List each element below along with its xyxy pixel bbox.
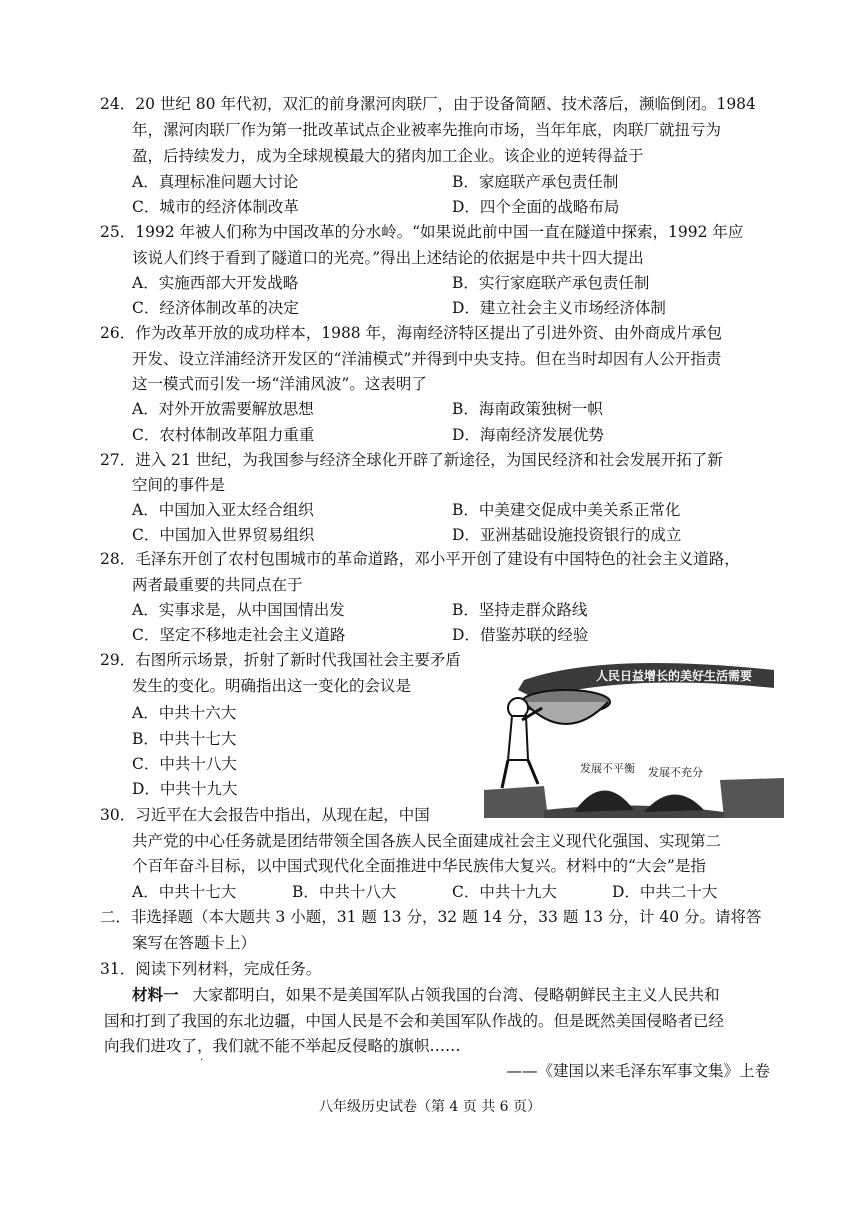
q26-option-d: D．海南经济发展优势: [452, 426, 604, 444]
section2-line-1: 二．非选择题（本大题共 3 小题，31 题 13 分，32 题 14 分，33 题 13 分，计 40 分。请将答: [100, 908, 762, 926]
q31-material-line-3: 向我们进攻了，我们就不能不举起反侵略的旗帜……: [104, 1037, 461, 1055]
q28-option-a: A．实事求是，从中国国情出发: [132, 601, 345, 619]
q31-material-line-2: 国和打到了我国的东北边疆，中国人民是不会和美国军队作战的。但是既然美国侵略者已经: [104, 1012, 725, 1030]
q29-line-2: 发生的变化。明确指出这一变化的会议是: [132, 677, 412, 695]
q31-title: 31．阅读下列材料，完成任务。: [100, 960, 322, 978]
q29-option-d: D．中共十九大: [132, 780, 238, 798]
cartoon-label-left: 发展不平衡: [580, 762, 635, 775]
q28-option-d: D．借鉴苏联的经验: [452, 626, 589, 644]
q26-line-1: 26．作为改革开放的成功样本，1988 年，海南经济特区提出了引进外资、由外商成片承包: [100, 324, 723, 342]
q31-material-line-1: [132, 985, 720, 1005]
q24-option-b: B．家庭联产承包责任制: [452, 173, 619, 191]
q24-option-d: D．四个全面的战略布局: [452, 198, 620, 216]
q27-option-d: D．亚洲基础设施投资银行的成立: [452, 526, 682, 544]
q30-option-b: B．中共十八大: [292, 883, 397, 901]
q28-line-1: 28．毛泽东开创了农村包围城市的革命道路，邓小平开创了建设有中国特色的社会主义道路，: [100, 550, 740, 568]
q27-line-1: 27．进入 21 世纪，为我国参与经济全球化开辟了新途径，为国民经济和社会发展开拓了新: [100, 451, 723, 469]
q26-option-a: A．对外开放需要解放思想: [132, 400, 314, 418]
q25-option-d: D．建立社会主义市场经济体制: [452, 299, 666, 317]
q28-option-c: C．坚定不移地走社会主义道路: [132, 626, 346, 644]
cartoon-illustration: [484, 650, 784, 818]
section2-line-2: 案写在答题卡上）: [132, 934, 257, 952]
q24-line-3: 盈，后持续发力，成为全球规模最大的猪肉加工企业。该企业的逆转得益于: [132, 147, 644, 165]
cartoon-banner-text: 人民日益增长的美好生活需要: [596, 669, 753, 683]
q31-material-label: 材料一: [132, 985, 179, 1004]
q24-option-a: A．真理标准问题大讨论: [132, 173, 299, 191]
stray-mark: .: [200, 1052, 204, 1063]
q24-line-1: 24．20 世纪 80 年代初，双汇的前身漯河肉联厂，由于设备简陋、技术落后，濒临倒闭。1984: [100, 95, 756, 113]
cartoon-label-right: 发展不充分: [648, 766, 703, 779]
q30-line-1: 30．习近平在大会报告中指出，从现在起，中国: [100, 806, 430, 824]
q26-option-b: B．海南政策独树一帜: [452, 400, 603, 418]
q30-line-2: 共产党的中心任务就是团结带领全国各族人民全面建成社会主义现代化强国、实现第二: [132, 832, 722, 850]
q25-option-c: C．经济体制改革的决定: [132, 299, 299, 317]
q31-source: ——《建国以来毛泽东军事文集》上卷: [506, 1062, 770, 1080]
left-cliff-shape: [484, 786, 548, 818]
q29-line-1: 29．右图所示场景，折射了新时代我国社会主要矛盾: [100, 651, 461, 669]
q24-option-c: C．城市的经济体制改革: [132, 198, 299, 216]
q27-option-b: B．中美建交促成中美关系正常化: [452, 501, 681, 519]
q30-option-a: A．中共十七大: [132, 883, 237, 901]
q27-option-a: A．中国加入亚太经合组织: [132, 501, 314, 519]
q24-line-2: 年，漯河肉联厂作为第一批改革试点企业被率先推向市场，当年年底，肉联厂就扭亏为: [132, 121, 722, 139]
q25-option-a: A．实施西部大开发战略: [132, 274, 299, 292]
q28-line-2: 两者最重要的共同点在于: [132, 576, 303, 594]
q26-option-c: C．农村体制改革阻力重重: [132, 426, 315, 444]
q30-option-c: C．中共十九大: [452, 883, 557, 901]
q29-option-c: C．中共十八大: [132, 755, 237, 773]
q25-line-1: 25．1992 年被人们称为中国改革的分水岭。“如果说此前中国一直在隧道中探索，1992 年应: [100, 223, 744, 241]
q30-option-d: D．中共二十大: [612, 883, 718, 901]
q25-option-b: B．实行家庭联产承包责任制: [452, 274, 650, 292]
q25-line-2: 该说人们终于看到了隧道口的光亮。”得出上述结论的依据是中共十四大提出: [132, 249, 644, 267]
q31-material-text-1: 大家都明白，如果不是美国军队占领我国的台湾、侵略朝鲜民主主义人民共和: [192, 986, 720, 1004]
right-cliff-shape: [720, 778, 784, 818]
q26-line-2: 开发、设立洋浦经济开发区的“洋浦模式”并得到中央支持。但在当时却因有人公开指责: [132, 350, 722, 368]
q26-line-3: 这一模式而引发一场“洋浦风波”。这表明了: [132, 375, 427, 393]
q27-line-2: 空间的事件是: [132, 476, 226, 494]
q29-option-b: B．中共十七大: [132, 730, 237, 748]
q28-option-b: B．坚持走群众路线: [452, 601, 588, 619]
q29-option-a: A．中共十六大: [132, 704, 237, 722]
q27-option-c: C．中国加入世界贸易组织: [132, 526, 315, 544]
q30-line-3: 个百年奋斗目标，以中国式现代化全面推进中华民族伟大复兴。材料中的“大会”是指: [132, 857, 706, 875]
page-footer: 八年级历史试卷（第 4 页 共 6 页）: [318, 1099, 542, 1115]
